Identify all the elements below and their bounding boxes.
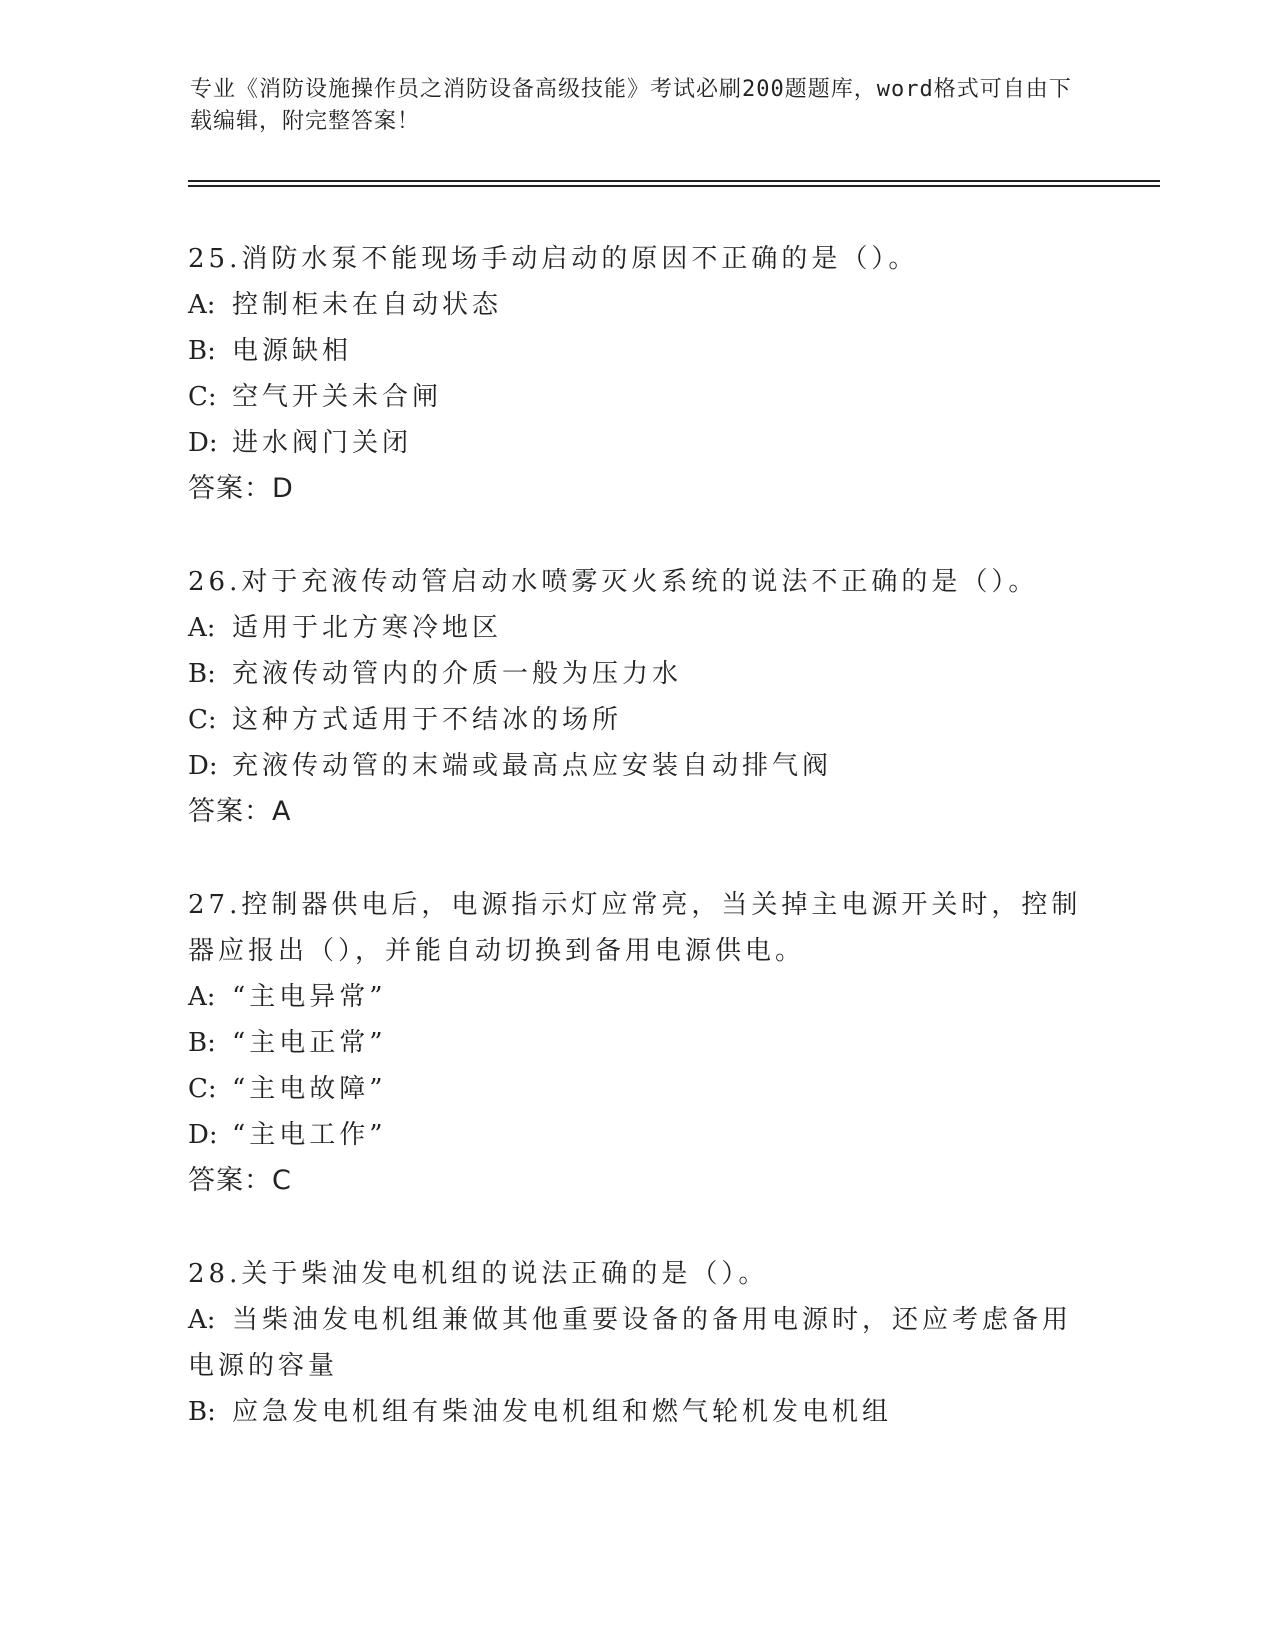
option-letter: B:: [188, 659, 216, 689]
option-b: [188, 1389, 1088, 1435]
option-letter: A:: [188, 290, 216, 320]
option-c: [188, 1066, 1088, 1112]
option-b: [188, 1020, 1088, 1066]
option-a: [188, 605, 1088, 651]
option-text: 当柴油发电机组兼做其他重要设备的备用电源时，还应考虑备用电源的容量: [188, 1305, 1073, 1381]
header-divider-bottom: [188, 185, 1160, 187]
option-letter: C:: [188, 1074, 217, 1104]
option-letter: C:: [188, 705, 217, 735]
question-26: [188, 559, 1088, 835]
option-text: 这种方式适用于不结冰的场所: [232, 705, 623, 735]
option-letter: B:: [188, 1397, 216, 1427]
option-letter: A:: [188, 982, 216, 1012]
option-c: [188, 697, 1088, 743]
answer-line: 答案：D: [188, 473, 294, 504]
option-text: 电源缺相: [232, 336, 353, 366]
option-b: [188, 651, 1088, 697]
option-text: 控制柜未在自动状态: [232, 290, 503, 320]
option-text: “主电异常”: [232, 982, 387, 1012]
option-a: [188, 974, 1088, 1020]
option-text: “主电正常”: [232, 1028, 387, 1058]
question-stem: 26.对于充液传动管启动水喷雾灭火系统的说法不正确的是（）。: [188, 567, 1039, 597]
option-text: 充液传动管的末端或最高点应安装自动排气阀: [232, 751, 833, 781]
option-b: [188, 328, 1088, 374]
question-27: [188, 882, 1088, 1204]
option-d: [188, 743, 1088, 789]
option-letter: B:: [188, 336, 216, 366]
question-stem: 28.关于柴油发电机组的说法正确的是（）。: [188, 1259, 769, 1289]
option-a: [188, 282, 1088, 328]
option-d: [188, 1112, 1088, 1158]
header-divider-top: [188, 180, 1160, 182]
option-text: “主电工作”: [232, 1120, 387, 1150]
question-stem: 25.消防水泵不能现场手动启动的原因不正确的是（）。: [188, 244, 919, 274]
answer-line: 答案：C: [188, 1165, 292, 1196]
option-text: 空气开关未合闸: [232, 382, 443, 412]
question-list: [188, 236, 1088, 1482]
question-25: [188, 236, 1088, 512]
answer-line: 答案：A: [188, 796, 292, 827]
question-28: [188, 1251, 1088, 1435]
option-letter: D:: [188, 1120, 218, 1150]
option-text: 应急发电机组有柴油发电机组和燃气轮机发电机组: [232, 1397, 893, 1427]
option-c: [188, 374, 1088, 420]
option-text: 进水阀门关闭: [232, 428, 413, 458]
document-header: 专业《消防设施操作员之消防设备高级技能》考试必刷200题题库，word格式可自由下载编辑，附完整答案！: [190, 77, 1072, 134]
option-text: 适用于北方寒冷地区: [232, 613, 503, 643]
option-letter: D:: [188, 751, 218, 781]
option-text: “主电故障”: [232, 1074, 387, 1104]
option-letter: A:: [188, 1305, 216, 1335]
option-letter: B:: [188, 1028, 216, 1058]
option-letter: D:: [188, 428, 218, 458]
option-text: 充液传动管内的介质一般为压力水: [232, 659, 683, 689]
option-letter: A:: [188, 613, 216, 643]
question-stem: 27.控制器供电后，电源指示灯应常亮，当关掉主电源开关时，控制器应报出（），并能自动切换到备用电源供电。: [188, 890, 1082, 966]
option-a: [188, 1297, 1088, 1389]
option-letter: C:: [188, 382, 217, 412]
option-d: [188, 420, 1088, 466]
